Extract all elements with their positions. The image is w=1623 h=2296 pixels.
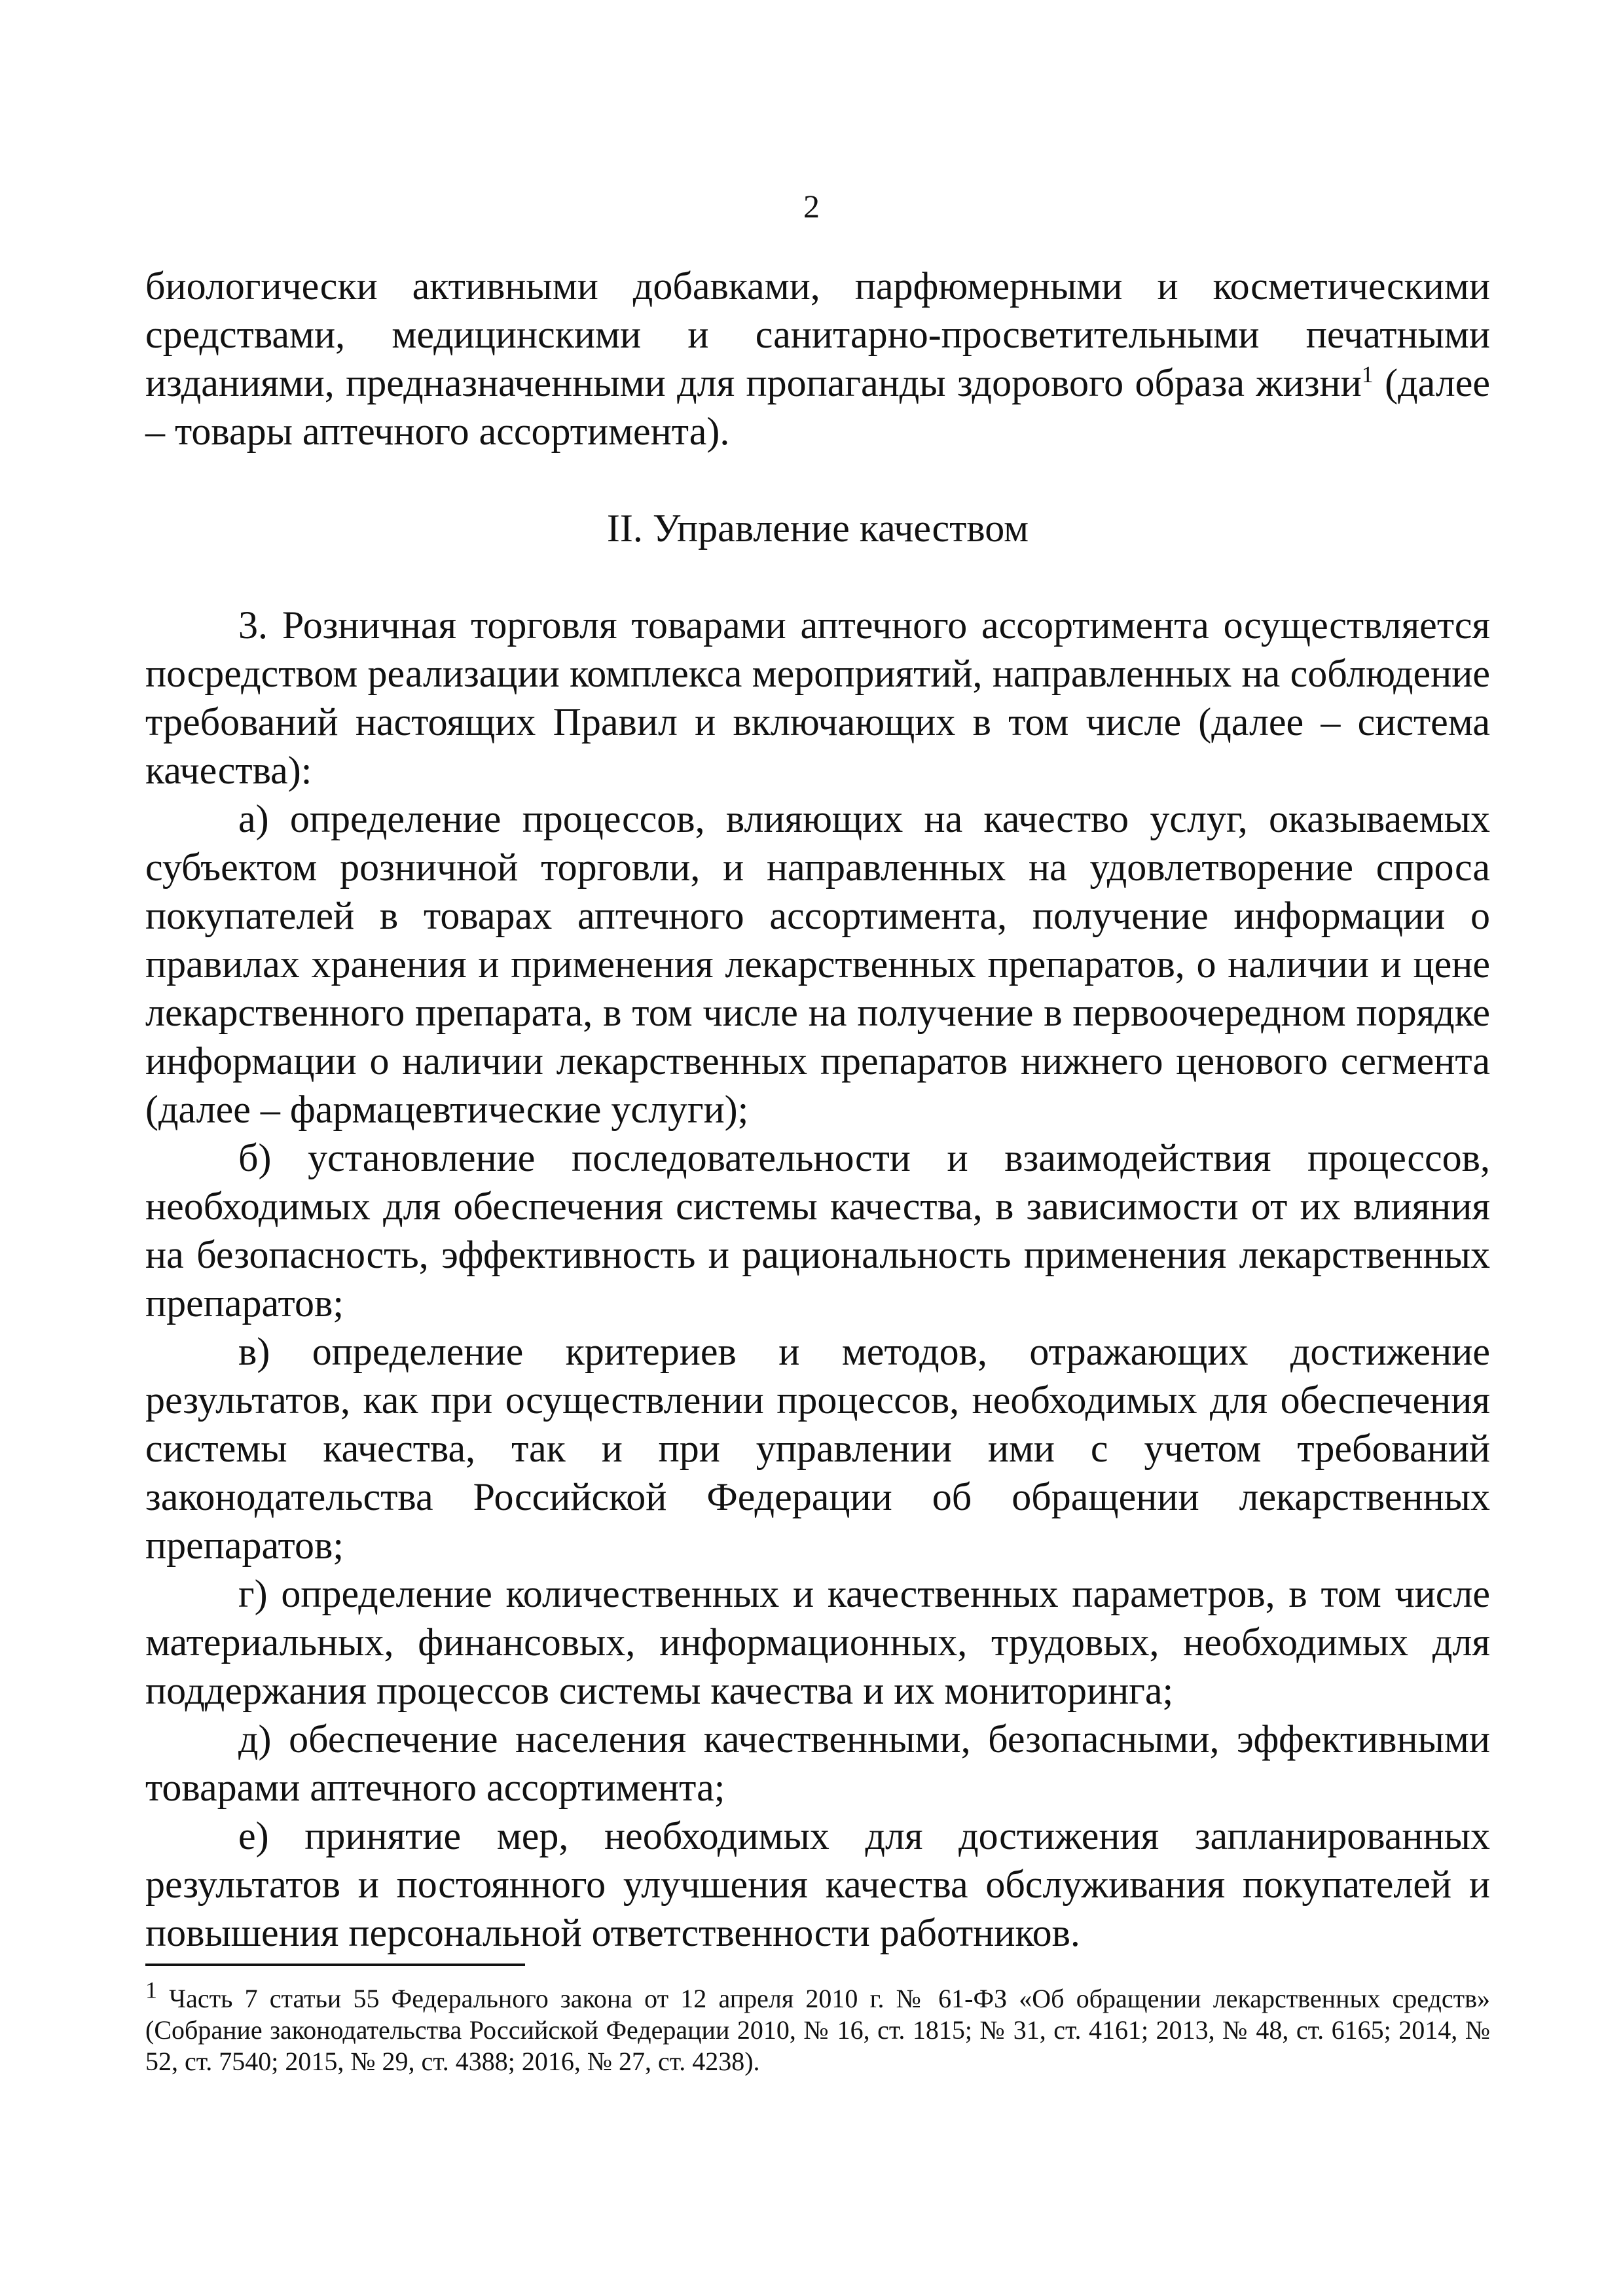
item-e: е) принятие мер, необходимых для достижения запланированных результатов и постоянного улучшения качества обслуживания покупателей и повышения персональной ответственности работников.: [145, 1814, 1490, 1954]
footnote-separator: [145, 1964, 525, 1966]
item-v: в) определение критериев и методов, отражающих достижение результатов, как при осуществлении процессов, необходимых для обеспечения системы качества, так и при управлении ими с учетом требований законодательства Российской Федерации об обращении лекарственных препаратов;: [145, 1330, 1490, 1567]
footnote-text: Часть 7 статьи 55 Федерального закона от 12 апреля 2010 г. № 61-ФЗ «Об обращении лекарственных средств» (Собрание законодательства Российской Федерации 2010, № 16, ст. 1815; № 31, ст. 4161; 2013, № 48, ст. 6165; 2014, № 52, ст. 7540; 2015, № 29, ст. 4388; 2016, № 27, ст. 4238).: [145, 1984, 1490, 2076]
item-a: а) определение процессов, влияющих на качество услуг, оказываемых субъектом розничной торговли, и направленных на удовлетворение спроса покупателей в товарах аптечного ассортимента, получение информации о правилах хранения и применения лекарственных препаратов, о наличии и цене лекарственного препарата, в том числе на получение в первоочередном порядке информации о наличии лекарственных препаратов нижнего ценового сегмента (далее – фармацевтические услуги);: [145, 797, 1490, 1131]
intro-text-end: (далее – товары аптечного ассортимента).: [145, 361, 1490, 453]
document-body: [145, 262, 1490, 1957]
intro-paragraph: [145, 262, 1490, 456]
item-b: б) установление последовательности и взаимодействия процессов, необходимых для обеспечения системы качества, в зависимости от их влияния на безопасность, эффективность и рациональность применения лекарственных препаратов;: [145, 1136, 1490, 1325]
page-number: 2: [803, 188, 820, 224]
footnote-paragraph: [145, 1977, 1490, 2077]
intro-text: биологически активными добавками, парфюмерными и косметическими средствами, медицинскими и санитарно-просветительными печатными изданиями, предназначенными для пропаганды здорового образа жизни: [145, 264, 1490, 404]
footnote-reference: 1: [1361, 361, 1374, 387]
paragraph-3: 3. Розничная торговля товарами аптечного ассортимента осуществляется посредством реализации комплекса мероприятий, направленных на соблюдение требований настоящих Правил и включающих в том числе (далее – система качества):: [145, 603, 1490, 792]
footnote-marker: 1: [145, 1977, 157, 2003]
item-g: г) определение количественных и качественных параметров, в том числе материальных, финансовых, информационных, трудовых, необходимых для поддержания процессов системы качества и их мониторинга;: [145, 1572, 1490, 1712]
item-d: д) обеспечение населения качественными, безопасными, эффективными товарами аптечного ассортимента;: [145, 1717, 1490, 1809]
footnote: [145, 1977, 1490, 2077]
section-heading: II. Управление качеством: [606, 507, 1029, 550]
